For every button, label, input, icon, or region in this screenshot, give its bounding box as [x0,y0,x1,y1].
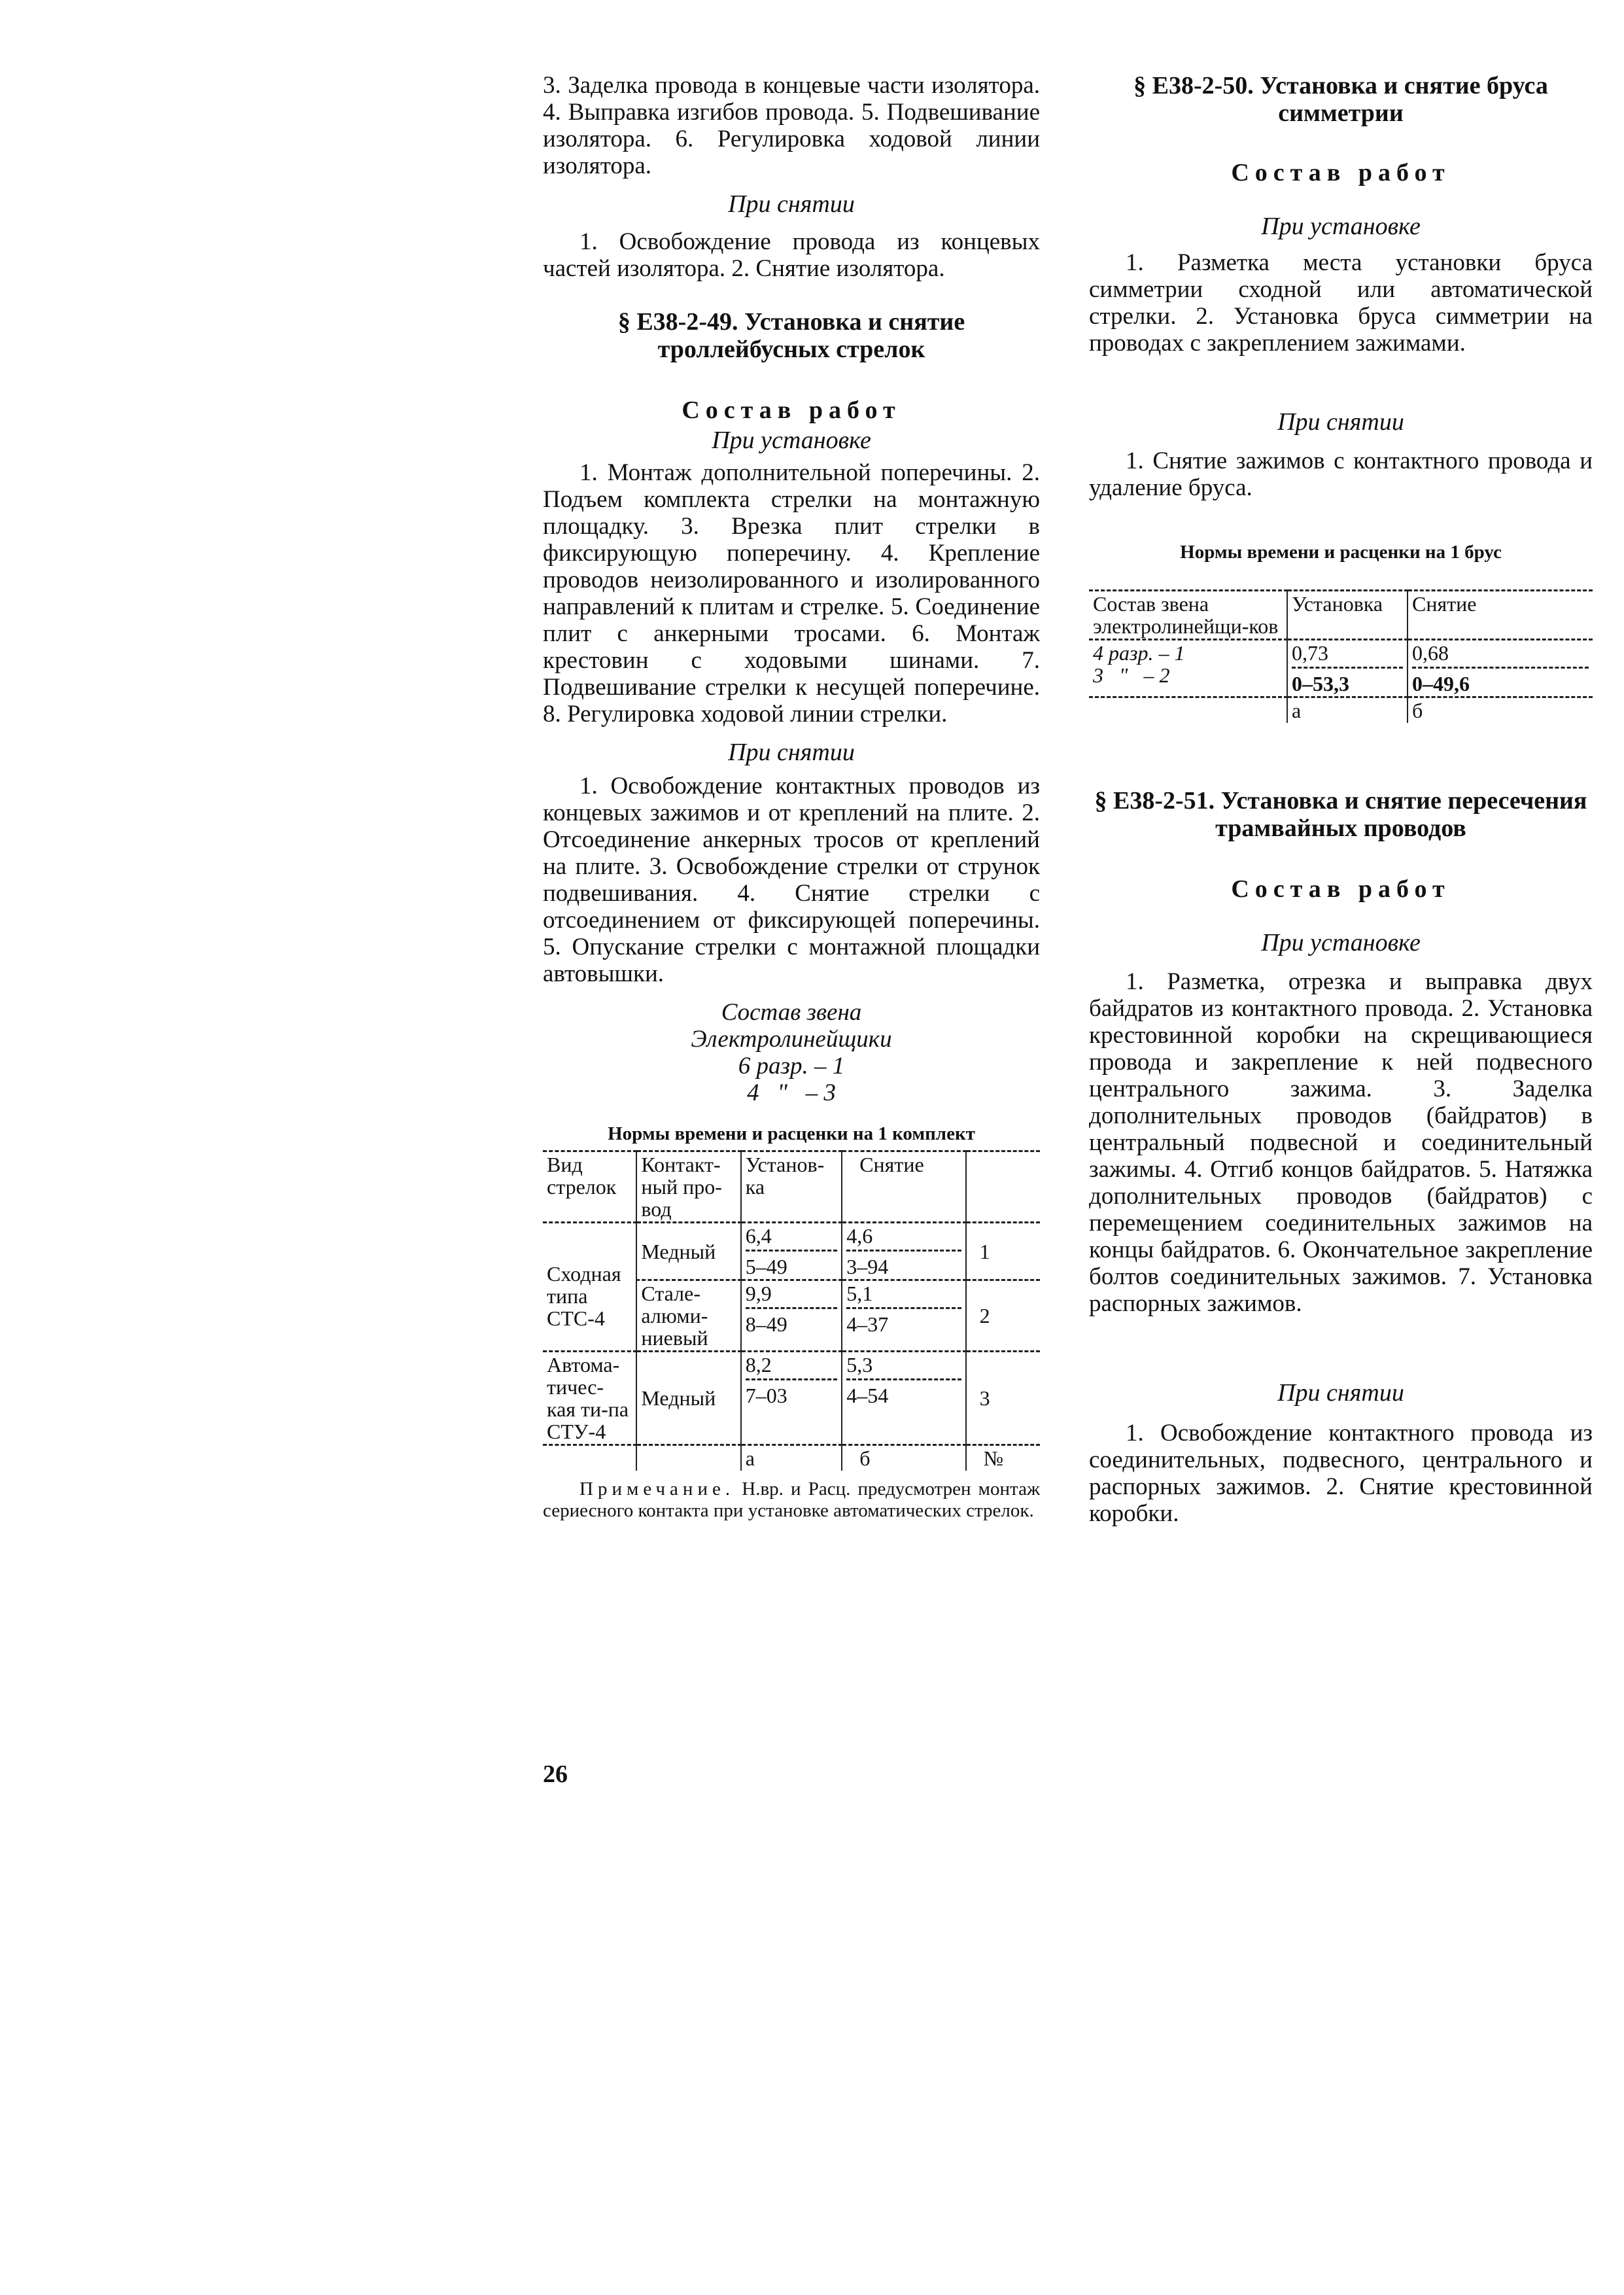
table-row [1089,640,1593,697]
header-installation: Установка [1287,591,1408,640]
footer-b: б [1408,697,1593,724]
norms-table-switches [543,1150,1040,1471]
removal-paragraph: 1. Снятие зажимов с контактного провода и удаление бруса. [1089,447,1593,501]
removal-cell: 0,68 0–49,6 [1408,640,1593,697]
table-note [543,1479,1040,1522]
work-heading: Состав работ [1231,159,1451,186]
removal-paragraph-2: 1. Освобождение контактных проводов из концевых зажимов и от креплений на плите. 2. Отсоединение анкерных тросов от креплений на плите. 3. Освобождение стрелки от струнок подвешивания. 4. Снятие стрелки с отсоединением от фиксирующей поперечины. 5. Опускание стрелки с монтажной площадки автовышки. [543,773,1040,987]
footer-no: № [966,1445,1040,1471]
header-contact-wire: Контакт-ный про-вод [636,1151,740,1223]
install-label-2: При установке [1261,929,1421,956]
footer-a: а [1287,697,1408,724]
install-label: При установке [1261,213,1421,240]
table-footer-row [1089,697,1593,724]
crew-line-1: 6 разр. – 1 [738,1053,845,1079]
header-removal: Снятие [842,1151,965,1223]
table-row [543,1352,1040,1445]
table-caption: Нормы времени и расценки на 1 брус [1180,542,1502,563]
removal-cell: 4,6 3–94 [842,1223,965,1280]
removal-paragraph-2: 1. Освобождение контактного провода из соединительных, подвесного, центрального и распорных зажимов. 2. Снятие крестовинной коробки. [1089,1420,1593,1527]
wire-cell: Медный [636,1223,740,1280]
crew-title: Состав звена [721,999,862,1026]
table-row [543,1223,1040,1280]
wire-cell: Стале-алюми-ниевый [636,1280,740,1352]
header-installation: Установ-ка [741,1151,842,1223]
installation-cell: 0,73 0–53,3 [1287,640,1408,697]
section-title-e38-2-51: § Е38-2-51. Установка и снятие пересечения трамвайных проводов [1094,787,1587,842]
header-switch-type: Вид стрелок [543,1151,636,1223]
left-column [543,72,1040,1522]
page-number: 26 [543,1761,568,1788]
crew-line-2: 4 " – 3 [747,1079,836,1106]
removal-paragraph: 1. Освобождение провода из концевых частей изолятора. 2. Снятие изолятора. [543,228,1040,282]
crew-block [543,999,1040,1106]
removal-cell: 5,3 4–54 [842,1352,965,1445]
removal-label-2: При снятии [1277,1379,1404,1407]
table-footer-row [543,1445,1040,1471]
install-paragraph: 1. Монтаж дополнительной поперечины. 2. Подъем комплекта стрелки на монтажную площадку. 3. Врезка плит стрелки в фиксирующую поперечину. 4. Крепление проводов неизолированного и изолированного направлений к плитам и стрелке. 5. Соединение плит с анкерными тросами. 6. Монтаж крестовин с ходовыми шинами. 7. Подвешивание стрелки к несущей поперечине. 8. Регулировка ходовой линии стрелки. [543,459,1040,727]
install-label: При установке [712,427,871,454]
footer-a: а [741,1445,842,1471]
row-number-cell: 3 [966,1352,1040,1445]
section-title-e38-2-49: § Е38-2-49. Установка и снятие троллейбусных стрелок [617,308,965,363]
table-caption: Нормы времени и расценки на 1 комплект [608,1123,975,1144]
removal-label: При снятии [728,190,855,218]
installation-cell: 9,9 8–49 [741,1280,842,1352]
row-number-cell: 1 [966,1223,1040,1280]
note-text: Н.вр. и Расц. предусмотрен монтаж сериесного контакта при установке автоматических стрелок. [543,1479,1040,1521]
install-paragraph-2: 1. Разметка, отрезка и выправка двух байдратов из контактного провода. 2. Установка крестовинной коробки на скрещивающиеся провода и закрепление к ней подвесного центрального зажима. 3. Заделка дополнительных проводов (байдратов) в центральный подвесной и соединительный зажимы. 4. Отгиб концов байдратов. 5. Натяжка дополнительных проводов (байдратов) с перемещением соединительных зажимов на концы байдратов. 6. Окончательное закрепление болтов соединительных зажимов. 7. Установка распорных зажимов. [1089,968,1593,1317]
norms-table-bar [1089,589,1593,723]
wire-cell: Медный [636,1352,740,1445]
crew-role: Электролинейщики [691,1026,892,1053]
work-heading-2: Состав работ [1231,875,1451,903]
work-heading: Состав работ [682,396,901,424]
row-number-cell: 2 [966,1280,1040,1352]
removal-cell: 5,1 4–37 [842,1280,965,1352]
removal-label: При снятии [1277,408,1404,436]
crew-cell: 4 разр. – 1 3 " – 2 [1089,640,1287,697]
header-crew: Состав звена электролинейщи-ков [1089,591,1287,640]
header-number [966,1151,1040,1223]
installation-cell: 8,2 7–03 [741,1352,842,1445]
removal-label-2: При снятии [728,739,855,766]
section-title-e38-2-50: § Е38-2-50. Установка и снятие бруса симметрии [1133,72,1548,127]
note-label: Примечание. [579,1479,735,1499]
footer-b: б [842,1445,965,1471]
header-removal: Снятие [1408,591,1593,640]
switch-type-cell: Сходная типа СТС-4 [543,1223,636,1352]
intro-paragraph: 3. Заделка провода в концевые части изолятора. 4. Выправка изгибов провода. 5. Подвешивание изолятора. 6. Регулировка ходовой линии изолятора. [543,72,1040,179]
switch-type-cell: Автома-тичес-кая ти-па СТУ-4 [543,1352,636,1445]
right-column [1089,72,1593,1527]
install-paragraph: 1. Разметка места установки бруса симметрии сходной или автоматической стрелки. 2. Установка бруса симметрии на проводах с закреплением зажимами. [1089,249,1593,357]
installation-cell: 6,4 5–49 [741,1223,842,1280]
